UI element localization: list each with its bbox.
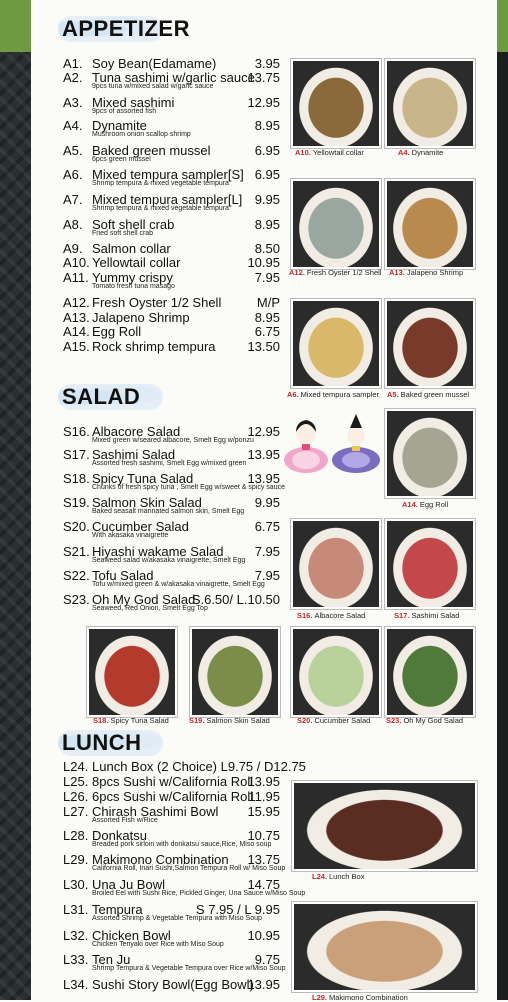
appetizer-title: APPETIZER (62, 16, 190, 41)
salad-heading (58, 384, 140, 412)
item-number: A2. (63, 70, 83, 85)
item-number: L24. (63, 759, 89, 774)
item-price: 13.50 (247, 339, 280, 354)
item-number: L30. (63, 877, 89, 892)
menu-item-row (63, 339, 285, 354)
item-number: A3. (63, 95, 83, 110)
photo-caption-code: A13. (389, 268, 405, 277)
photo-caption-code: S19. (189, 716, 205, 725)
item-name: Makimono Combination (92, 852, 229, 867)
item-price: 8.95 (254, 217, 280, 232)
menu-item (63, 310, 285, 325)
item-price: 3.95 (254, 56, 280, 71)
menu-item-row (63, 295, 285, 310)
item-number: A8. (63, 217, 83, 232)
item-name: Tuna sashimi w/garlic sauce (92, 70, 255, 85)
menu-item (63, 774, 285, 789)
item-name: Jalapeno Shrimp (92, 310, 190, 325)
item-name: Ten Ju (92, 952, 131, 967)
photo-caption (402, 500, 448, 509)
lunch-heading (58, 730, 142, 758)
photo-caption-label: Egg Roll (419, 500, 449, 509)
menu-item-row (63, 241, 285, 256)
item-description: Tofu w/mixed green & w/akasaka vinaigrette, Smelt Egg (92, 581, 265, 588)
item-name: Tempura (92, 902, 143, 917)
item-description: 9pcs tuna w/mixed salad w/garic sauce (92, 83, 214, 90)
menu-item-row (63, 759, 306, 774)
item-number: S21. (63, 544, 90, 559)
item-number: A9. (63, 241, 83, 256)
food-photo (385, 519, 475, 609)
item-name: Salmon collar (92, 241, 171, 256)
item-price: 10.75 (247, 828, 280, 843)
item-name: Chicken Bowl (92, 928, 171, 943)
item-description: Broiled Eel with Sushi Rice, Pickled Ginger, Una Sauce w/Miso Soup (92, 890, 306, 897)
item-description: Assorted fresh sashimi, Smelt Egg w/mixed green (92, 460, 247, 467)
menu-item (63, 977, 285, 992)
food-photo (291, 299, 381, 388)
photo-caption (387, 390, 469, 399)
menu-item (63, 952, 286, 972)
item-number: S22. (63, 568, 90, 583)
photo-caption-code: S18. (93, 716, 109, 725)
menu-item (63, 143, 285, 163)
lunch-title: LUNCH (62, 730, 142, 755)
item-name: 8pcs Sushi w/California Roll (92, 774, 254, 789)
menu-item (63, 828, 285, 848)
item-description: Assorted Fish w/Rice (92, 817, 158, 824)
item-number: S20. (63, 519, 90, 534)
item-price: 13.95 (247, 447, 280, 462)
item-description: Fried soft shell crab (92, 230, 154, 237)
item-description: Mixed green w/seared albacore, Smelt Egg w/ponzu (92, 437, 254, 444)
menu-item (63, 852, 286, 872)
item-name: Rock shrimp tempura (92, 339, 216, 354)
item-name: Soy Bean(Edamame) (92, 56, 217, 71)
food-photo (190, 627, 280, 717)
item-number: A6. (63, 167, 83, 182)
item-price: 8.50 (254, 241, 280, 256)
menu-item-row (63, 789, 285, 804)
item-number: L25. (63, 774, 89, 789)
menu-item (63, 56, 285, 71)
item-description: 6pcs green mussel (92, 156, 151, 163)
photo-caption (398, 148, 443, 157)
item-price: 6.95 (254, 167, 280, 182)
menu-item (63, 241, 285, 256)
item-price: 9.95 (254, 192, 280, 207)
food-photo (385, 59, 475, 148)
photo-caption-code: A12. (289, 268, 305, 277)
item-price: 12.95 (247, 424, 280, 439)
item-price: 15.95 (247, 804, 280, 819)
item-number: A5. (63, 143, 83, 158)
photo-caption-label: Spicy Tuna Salad (110, 716, 169, 725)
item-name: Cucumber Salad (92, 519, 189, 534)
item-price: 7.95 (254, 568, 280, 583)
menu-item (63, 217, 285, 237)
item-price: 13.95 (247, 977, 280, 992)
appetizer-heading (58, 16, 190, 44)
item-price: 6.95 (254, 143, 280, 158)
item-price: 8.95 (254, 118, 280, 133)
food-photo (385, 409, 475, 498)
item-name: Chirash Sashimi Bowl (92, 804, 219, 819)
item-description: Tomato fresh tuna masago (92, 283, 175, 290)
item-price: 7.95 (254, 270, 280, 285)
photo-caption-label: Sashimi Salad (411, 611, 460, 620)
item-name: Mixed sashimi (92, 95, 175, 110)
item-price: 14.75 (247, 877, 280, 892)
item-name: Sushi Story Bowl(Egg Bowl) (92, 977, 254, 992)
menu-item (63, 95, 285, 115)
item-price: 13.75 (247, 70, 280, 85)
item-number: L33. (63, 952, 89, 967)
photo-caption-label: Mixed tempura sampler (300, 390, 380, 399)
item-number: L28. (63, 828, 89, 843)
item-name: Egg Roll (92, 324, 142, 339)
photo-caption (295, 148, 364, 157)
item-number: A11. (63, 270, 89, 285)
menu-item-row (63, 255, 285, 270)
photo-caption-code: A4. (398, 148, 410, 157)
item-number: S19. (63, 495, 90, 510)
item-price: 8.95 (254, 310, 280, 325)
item-name: Albacore Salad (92, 424, 181, 439)
item-name: Baked green mussel (92, 143, 211, 158)
photo-caption (312, 872, 364, 881)
item-number: A13. (63, 310, 90, 325)
item-number: A12. (63, 295, 90, 310)
menu-item-row (63, 324, 285, 339)
item-name: Tofu Salad (92, 568, 154, 583)
item-name: Mixed tempura sampler[S] (92, 167, 244, 182)
item-name: Sashimi Salad (92, 447, 176, 462)
food-photo (385, 299, 475, 388)
item-number: S16. (63, 424, 90, 439)
item-price: 9.95 (254, 495, 280, 510)
item-name: Una Ju Bowl (92, 877, 165, 892)
item-name: Hiyashi wakame Salad (92, 544, 224, 559)
item-name: 6pcs Sushi w/California Roll (92, 789, 254, 804)
item-price: 9.75 (254, 952, 280, 967)
photo-caption-code: A5. (387, 390, 399, 399)
right-decorative-band (497, 0, 508, 1000)
item-description: 9pcs of assorted fish (92, 108, 157, 115)
photo-caption-label: Yellowtail collar (312, 148, 364, 157)
item-price: 6.75 (254, 324, 280, 339)
food-photo (385, 627, 475, 717)
item-description: Breaded pork sirloin with donkatsu sauce,Rice, Miso soup (92, 841, 272, 848)
photo-caption-code: A10. (295, 148, 311, 157)
menu-item (63, 192, 285, 212)
photo-caption-label: Albacore Salad (314, 611, 366, 620)
photo-caption (93, 716, 169, 725)
food-photo (291, 519, 381, 609)
item-number: A4. (63, 118, 83, 133)
menu-item-row (63, 56, 285, 71)
item-price: 13.75 (247, 852, 280, 867)
menu-item (63, 759, 306, 774)
item-description: Shrimp Tempura & Vegetable Tempura over Rice w/Miso Soup (92, 965, 286, 972)
item-number: L29. (63, 852, 89, 867)
item-description: Baked seasalt marinated salmon skin, Smelt Egg (92, 508, 245, 515)
menu-item (63, 167, 285, 187)
photo-caption-label: Lunch Box (329, 872, 365, 881)
food-photo (291, 59, 381, 148)
menu-item (63, 544, 285, 564)
item-description: California Roll, Inari Sushi,Salmon Tempura Roll w/ Miso Soup (92, 865, 286, 872)
item-name: Lunch Box (2 Choice) L9.75 / D12.75 (92, 759, 306, 774)
photo-caption-label: Fresh Oyster 1/2 Shell (306, 268, 382, 277)
item-name: Mixed tempura sampler[L] (92, 192, 243, 207)
item-description: Chicken Teriyaki over Rice with Miso Soup (92, 941, 224, 948)
item-description: Seaweed, Red Onion, Smelt Egg Top (92, 605, 208, 612)
photo-caption (394, 611, 459, 620)
item-price: 10.95 (247, 255, 280, 270)
photo-caption-code: A6. (287, 390, 299, 399)
food-photo (292, 902, 477, 992)
item-name: Spicy Tuna Salad (92, 471, 194, 486)
item-price: 11.95 (248, 789, 280, 804)
item-description: Seaweed salad w/akasaka vinaigrette, Smelt Egg (92, 557, 246, 564)
menu-item (63, 118, 285, 138)
menu-item (63, 804, 285, 824)
item-name: Yellowtail collar (92, 255, 181, 270)
item-name: Fresh Oyster 1/2 Shell (92, 295, 222, 310)
menu-item (63, 70, 285, 90)
photo-caption (189, 716, 270, 725)
food-photo (291, 627, 381, 717)
photo-caption-code: L24. (312, 872, 328, 881)
menu-item (63, 519, 285, 539)
photo-caption-code: S16. (297, 611, 313, 620)
item-description: With akasaka vinaigrette (92, 532, 169, 539)
menu-item (63, 877, 306, 897)
item-number: A14. (63, 324, 90, 339)
photo-caption-label: Baked green mussel (400, 390, 470, 399)
item-price: 10.95 (247, 928, 280, 943)
item-name: Oh My God Salad (92, 592, 196, 607)
menu-item (63, 324, 285, 339)
photo-caption-label: Jalapeno Shrimp (406, 268, 464, 277)
photo-caption-label: Salmon Skin Salad (206, 716, 270, 725)
item-number: S18. (63, 471, 90, 486)
menu-item (63, 447, 285, 467)
item-name: Soft shell crab (92, 217, 175, 232)
item-name: Yummy crispy (92, 270, 173, 285)
photo-caption (386, 716, 463, 725)
item-number: A10. (63, 255, 90, 270)
item-number: L32. (63, 928, 89, 943)
item-price: M/P (256, 295, 280, 310)
food-photo (291, 179, 381, 269)
item-price: 13.95 (247, 774, 280, 789)
menu-item-row (63, 977, 285, 992)
photo-caption (287, 390, 379, 399)
photo-caption-code: S20. (297, 716, 313, 725)
item-price: 6.75 (254, 519, 280, 534)
photo-caption-code: A14. (402, 500, 418, 509)
item-description: Shrimp tempura & mixed vegetable tempura (92, 205, 229, 212)
item-number: L26. (63, 789, 89, 804)
menu-item-row (63, 774, 285, 789)
photo-caption (389, 268, 463, 277)
menu-item (63, 928, 285, 948)
item-description: Shrimp tempura & mixed vegetable tempura (92, 180, 229, 187)
item-description: Assorted Shrimp & Vegetable Tempura with Miso Soup (92, 915, 262, 922)
menu-item (63, 270, 285, 290)
item-number: S17. (63, 447, 90, 462)
item-price: 13.95 (247, 471, 280, 486)
photo-caption (297, 611, 365, 620)
item-name: Salmon Skin Salad (92, 495, 202, 510)
menu-item (63, 495, 285, 515)
menu-item (63, 295, 285, 310)
menu-item (63, 568, 285, 588)
menu-item (63, 339, 285, 354)
photo-caption-label: Dynamite (411, 148, 444, 157)
item-price: 7.95 (254, 544, 280, 559)
menu-item (63, 902, 285, 922)
menu-item (63, 424, 285, 444)
item-price: S 7.95 / L 9.95 (195, 902, 280, 917)
menu-item (63, 592, 285, 612)
item-number: L31. (63, 902, 89, 917)
food-photo (87, 627, 177, 717)
hina-dolls-illustration (280, 408, 384, 474)
photo-caption-code: L29. (312, 993, 328, 1002)
left-decorative-band (0, 0, 31, 1000)
menu-item (63, 255, 285, 270)
item-number: A15. (63, 339, 90, 354)
item-price: 12.95 (247, 95, 280, 110)
photo-caption-label: Oh My God Salad (403, 716, 464, 725)
item-name: Donkatsu (92, 828, 147, 843)
menu-item (63, 789, 285, 804)
item-number: L34. (63, 977, 89, 992)
food-photo (292, 781, 477, 871)
photo-caption-code: S17. (394, 611, 410, 620)
item-number: A7. (63, 192, 83, 207)
item-number: A1. (63, 56, 83, 71)
photo-caption (312, 993, 408, 1002)
photo-caption-label: Cucumber Salad (314, 716, 371, 725)
item-number: L27. (63, 804, 89, 819)
item-description: Mushroom onion scallop shrimp (92, 131, 191, 138)
item-description: Chunks of fresh spicy tuna , Smelt Egg w/sweet & spicy sauce (92, 484, 285, 491)
photo-caption (289, 268, 381, 277)
salad-title: SALAD (62, 384, 141, 409)
item-price: S.6.50/ L.10.50 (191, 592, 280, 607)
photo-caption-label: Makimono Combination (329, 993, 408, 1002)
photo-caption (297, 716, 370, 725)
food-photo (385, 179, 475, 269)
item-name: Dynamite (92, 118, 147, 133)
photo-caption-code: S23. (386, 716, 402, 725)
menu-item-row (63, 310, 285, 325)
item-number: S23. (63, 592, 90, 607)
menu-item (63, 471, 285, 491)
